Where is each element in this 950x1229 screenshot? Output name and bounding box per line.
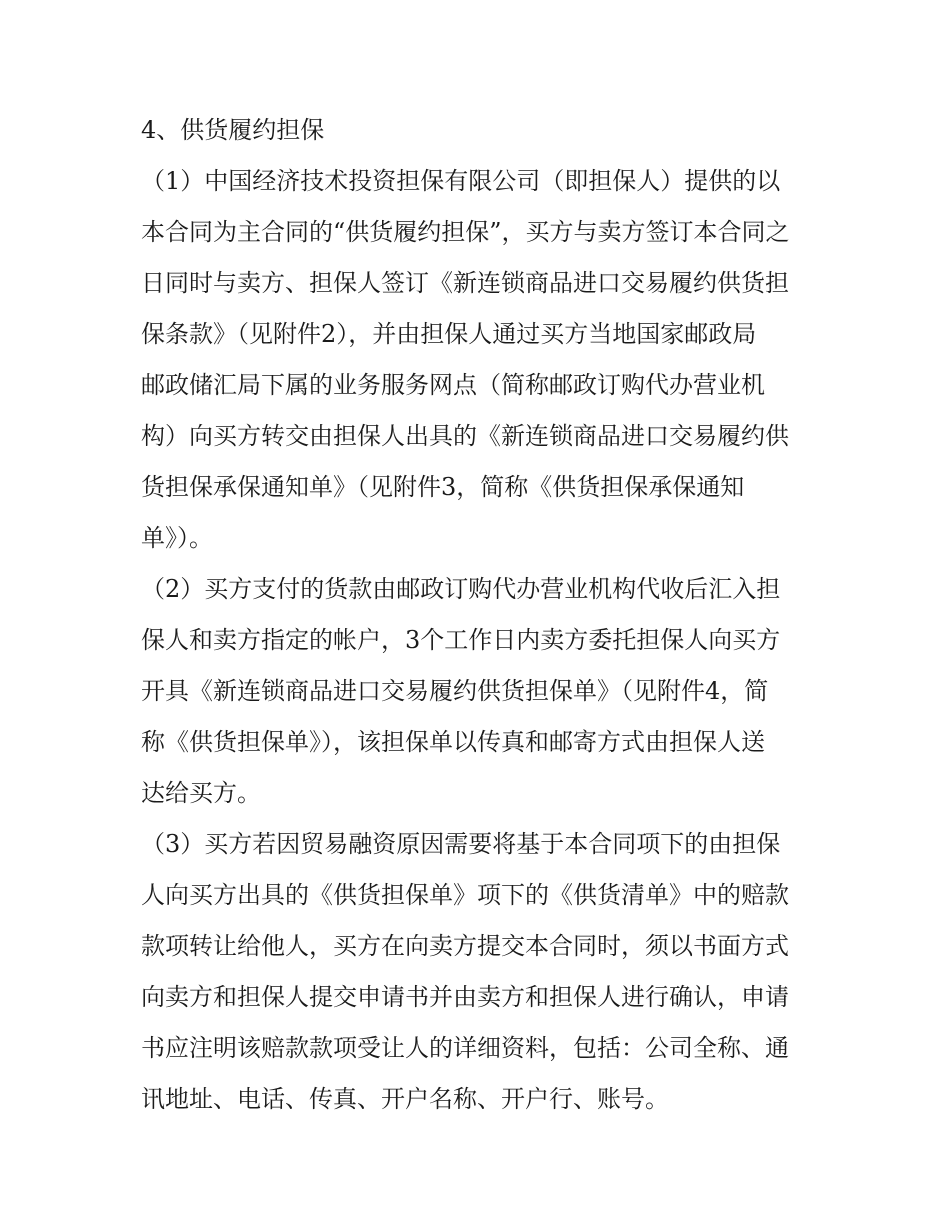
text-line-4: 保条款》（见附件2），并由担保人通过买方当地国家邮政局 [141, 320, 757, 348]
text-line-18: 书应注明该赔款款项受让人的详细资料，包括：公司全称、通 [141, 1034, 789, 1062]
text-line-8: 单》）。 [141, 524, 213, 552]
text-line-11: 开具《新连锁商品进口交易履约供货担保单》（见附件4，简 [141, 677, 769, 705]
section-heading: 4、供货履约担保 [141, 116, 325, 144]
text-line-19: 讯地址、电话、传真、开户名称、开户行、账号。 [141, 1085, 669, 1113]
text-line-2: 本合同为主合同的“供货履约担保”，买方与卖方签订本合同之 [141, 218, 790, 246]
text-line-1: （1）中国经济技术投资担保有限公司（即担保人）提供的以 [141, 167, 781, 195]
text-line-16: 款项转让给他人，买方在向卖方提交本合同时，须以书面方式 [141, 932, 789, 960]
text-line-10: 保人和卖方指定的帐户，3个工作日内卖方委托担保人向买方 [141, 626, 781, 654]
text-line-15: 人向买方出具的《供货担保单》项下的《供货清单》中的赔款 [141, 881, 789, 909]
text-line-3: 日同时与卖方、担保人签订《新连锁商品进口交易履约供货担 [141, 269, 789, 297]
text-line-12: 称《供货担保单》），该担保单以传真和邮寄方式由担保人送 [141, 728, 765, 756]
text-line-6: 构）向买方转交由担保人出具的《新连锁商品进口交易履约供 [141, 422, 789, 450]
text-line-7: 货担保承保通知单》（见附件3，简称《供货担保承保通知 [141, 473, 745, 501]
text-line-17: 向卖方和担保人提交申请书并由卖方和担保人进行确认，申请 [141, 983, 789, 1011]
text-line-14: （3）买方若因贸易融资原因需要将基于本合同项下的由担保 [141, 830, 781, 858]
text-line-9: （2）买方支付的货款由邮政订购代办营业机构代收后汇入担 [141, 575, 781, 603]
text-line-5: 邮政储汇局下属的业务服务网点（简称邮政订购代办营业机 [141, 371, 765, 399]
text-line-13: 达给买方。 [141, 779, 261, 807]
